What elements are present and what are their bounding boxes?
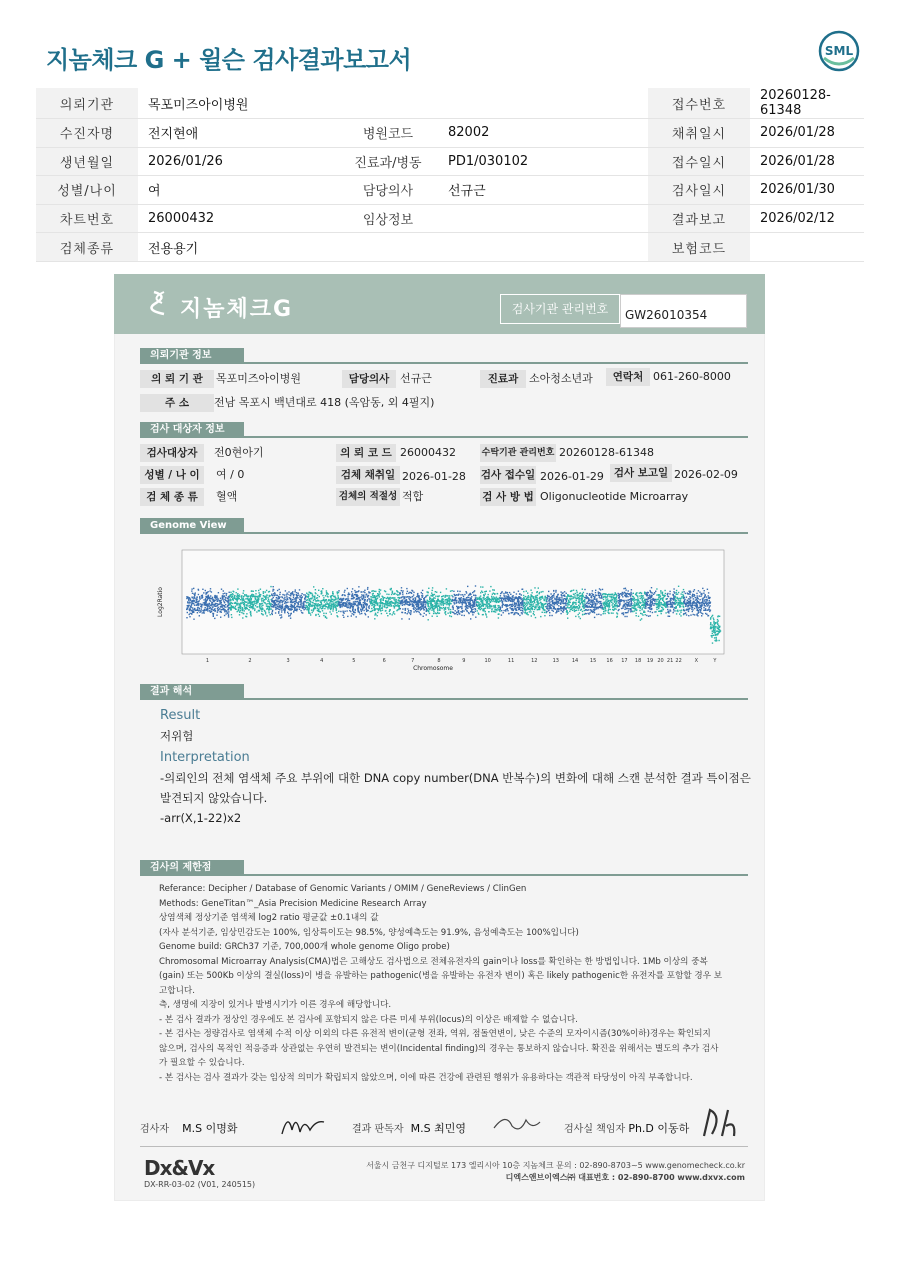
tester-label: 검사자 xyxy=(140,1124,169,1135)
info-label: 채취일시 xyxy=(648,119,750,148)
genome-view-chart xyxy=(152,546,728,674)
section-title: 검사의 제한점 xyxy=(140,860,244,876)
table-row xyxy=(36,147,864,176)
section-title: Genome View xyxy=(140,518,244,534)
info-value: 2026/01/26 xyxy=(138,147,338,176)
section-requester xyxy=(140,348,748,366)
table-row xyxy=(36,176,864,205)
interpretation-line: -arr(X,1-22)x2 xyxy=(160,811,242,825)
info-label: 결과보고 xyxy=(648,204,750,233)
info-value xyxy=(438,204,588,233)
info-value: 2026/01/28 xyxy=(750,147,864,176)
info-label: 접수일시 xyxy=(648,147,750,176)
dxvx-logo: Dx&Vx xyxy=(144,1156,215,1180)
x-tick-label: 1 xyxy=(205,658,210,664)
field-value: 목포미즈아이병원 xyxy=(216,372,302,385)
report-banner xyxy=(114,274,765,334)
x-tick-label: 19 xyxy=(646,658,654,664)
info-value: 목포미즈아이병원 xyxy=(138,88,588,119)
info-value: 2026/01/28 xyxy=(750,119,864,148)
info-label: 진료과/병동 xyxy=(338,147,438,176)
info-value: 82002 xyxy=(438,119,588,148)
x-tick-label: 5 xyxy=(352,658,356,664)
x-tick-label: 6 xyxy=(382,658,386,664)
limit-line: - 본 검사는 정량검사로 염색체 수적 이상 이외의 다른 유전적 변이(균형 전좌, 역위, 점돌연변이, 낮은 수준의 모자이시즘(30%이하)경우는 확인되지 xyxy=(159,1029,711,1039)
sml-logo xyxy=(818,30,860,72)
limit-line: 측, 생명에 지장이 있거나 발병시기가 이른 경우에 해당합니다. xyxy=(159,1000,392,1010)
field-label: 담당의사 xyxy=(342,370,396,388)
info-value: 선규근 xyxy=(438,176,588,205)
field-value: 전남 목포시 백년대로 418 (옥암동, 외 4필지) xyxy=(214,396,435,409)
field-label: 검체의 적절성 xyxy=(336,488,400,506)
field-value: 20260128-61348 xyxy=(559,446,654,459)
x-tick-label: 7 xyxy=(411,658,415,664)
table-row xyxy=(36,88,864,119)
page-title: 지놈체크 G + 윌슨 검사결과보고서 xyxy=(46,46,412,74)
info-label: 검체종류 xyxy=(36,233,138,262)
field-label: 연락처 xyxy=(606,368,650,386)
info-label: 생년월일 xyxy=(36,147,138,176)
info-value: 26000432 xyxy=(138,204,338,233)
section-title: 의뢰기관 정보 xyxy=(140,348,244,364)
field-value: 26000432 xyxy=(400,446,456,459)
x-tick-label: 18 xyxy=(634,658,642,664)
x-tick-label: 8 xyxy=(437,658,441,664)
x-tick-label: 20 xyxy=(657,658,664,664)
interpretation-line: 발견되지 않았습니다. xyxy=(160,791,268,805)
y-axis-label: Log2Ratio xyxy=(157,587,164,617)
x-tick-label: 3 xyxy=(286,658,290,664)
chief-label: 검사실 책임자 xyxy=(564,1124,626,1135)
x-tick-label: 22 xyxy=(675,658,682,664)
info-value: 2026/01/30 xyxy=(750,176,864,205)
field-label: 검사 접수일 xyxy=(480,466,536,484)
info-value: 전지현애 xyxy=(138,119,338,148)
limit-line: 가 필요할 수 있습니다. xyxy=(159,1058,245,1068)
tester-name: M.S 이명화 xyxy=(182,1122,238,1135)
field-label: 성별 / 나 이 xyxy=(140,466,204,484)
field-label: 주 소 xyxy=(140,394,214,412)
x-axis-label: Chromosome xyxy=(413,665,453,672)
x-tick-label: 14 xyxy=(571,658,579,664)
field-value: 혈액 xyxy=(216,490,238,503)
x-tick-label: 10 xyxy=(484,658,491,664)
info-label: 차트번호 xyxy=(36,204,138,233)
field-value: 전0현아기 xyxy=(214,446,264,459)
logo-text: SML xyxy=(824,44,854,58)
patient-info-table xyxy=(36,88,864,262)
x-tick-label: 2 xyxy=(248,658,252,664)
field-value: 소아청소년과 xyxy=(529,372,593,385)
dna-logo-icon xyxy=(146,288,176,318)
field-value: 061-260-8000 xyxy=(653,370,731,383)
x-tick-label: 21 xyxy=(666,658,674,664)
limit-line: 않으며, 검사의 목적인 적응증과 상관없는 우연히 발견되는 변이(Incidental finding)의 경우는 통보하지 않습니다. 확진을 위해서는 별도의 추가 검사 xyxy=(159,1043,719,1054)
limit-line: - 본 검사는 검사 결과가 갖는 임상적 의미가 확립되지 않았으며, 이에 따른 건강에 관련된 행위가 유용하다는 객관적 타당성이 아직 부족합니다. xyxy=(159,1072,693,1083)
table-row xyxy=(36,204,864,233)
info-label: 성별/나이 xyxy=(36,176,138,205)
section-limits xyxy=(140,860,748,878)
table-row xyxy=(36,233,864,262)
field-value: 적합 xyxy=(402,490,424,503)
info-label: 수진자명 xyxy=(36,119,138,148)
info-value: PD1/030102 xyxy=(438,147,588,176)
x-tick-label: 17 xyxy=(621,658,628,664)
limit-line: 고합니다. xyxy=(159,985,195,996)
result-value: 저위험 xyxy=(160,729,194,743)
footer-line: 서울시 금천구 디지털로 173 엘리시아 10층 지놈체크 문의 : 02-890-8703~5 www.genomecheck.co.kr xyxy=(366,1161,745,1170)
field-label: 검사대상자 xyxy=(140,444,204,462)
x-tick-label: 15 xyxy=(589,658,597,664)
info-label: 병원코드 xyxy=(338,119,438,148)
limit-line: Chromosomal Microarray Analysis(CMA)법은 고해상도 검사법으로 전체유전자의 gain이나 loss를 확인하는 한 방법입니다. 1Mb 이상의 중복 xyxy=(159,956,708,967)
limit-line: - 본 검사 결과가 정상인 경우에도 본 검사에 포함되지 않은 다른 미세 부위(locus)의 이상은 배제할 수 없습니다. xyxy=(159,1014,578,1025)
info-value: 전용용기 xyxy=(138,233,588,262)
x-tick-label: X xyxy=(694,658,699,664)
field-value: 선규근 xyxy=(400,372,432,385)
signature-row xyxy=(140,1114,750,1144)
section-title: 검사 대상자 정보 xyxy=(140,422,244,438)
chief-name: Ph.D 이동하 xyxy=(628,1122,690,1135)
limit-line: 상염색체 정상기준 염색체 log2 ratio 평균값 ±0.1내의 값 xyxy=(159,913,379,923)
report-brand-title: 지놈체크G xyxy=(180,297,294,322)
x-tick-label: 4 xyxy=(320,658,324,664)
info-label: 접수번호 xyxy=(648,88,750,119)
x-tick-label: 11 xyxy=(507,658,515,664)
x-tick-label: 12 xyxy=(531,658,538,664)
field-label: 의 뢰 코 드 xyxy=(336,444,396,462)
result-label: Result xyxy=(160,708,201,723)
x-tick-label: Y xyxy=(713,658,717,664)
info-label: 의뢰기관 xyxy=(36,88,138,119)
footer-line: 디엑스앤브이엑스㈜ 대표번호 : 02-890-8700 www.dxvx.com xyxy=(505,1173,745,1182)
footer-address xyxy=(366,1160,745,1184)
judge-signature-icon xyxy=(492,1110,542,1138)
chief-signature-icon xyxy=(700,1106,744,1140)
field-value: 2026-01-28 xyxy=(402,470,466,483)
field-label: 검체 채취일 xyxy=(336,466,400,484)
limitations-text xyxy=(159,882,734,1085)
interpretation-line: -의뢰인의 전체 염색체 주요 부위에 대한 DNA copy number(DNA 반복수)의 변화에 대해 스캔 분석한 결과 특이점은 xyxy=(160,771,751,785)
limit-line: Referance: Decipher / Database of Genomic Variants / OMIM / GeneReviews / ClinGen xyxy=(159,884,527,894)
info-value: 2026/02/12 xyxy=(750,204,864,233)
field-value: 2026-02-09 xyxy=(674,468,738,481)
judge-label: 결과 판독자 xyxy=(352,1124,404,1135)
info-value xyxy=(750,233,864,262)
field-label: 수탁기관 관리번호 xyxy=(480,444,556,462)
info-label: 임상정보 xyxy=(338,204,438,233)
info-value: 20260128-61348 xyxy=(750,88,864,119)
limit-line: Genome build: GRCh37 기준, 700,000개 whole genome Oligo probe) xyxy=(159,942,450,952)
x-tick-label: 13 xyxy=(552,658,559,664)
field-label: 진료과 xyxy=(480,370,526,388)
table-row xyxy=(36,119,864,148)
section-subject xyxy=(140,422,748,440)
mgmt-number-value: GW26010354 xyxy=(620,294,747,328)
field-value: 2026-01-29 xyxy=(540,470,604,483)
tester-signature-icon xyxy=(280,1108,326,1140)
section-genome-view xyxy=(140,518,748,536)
x-tick-label: 9 xyxy=(462,658,466,664)
section-result xyxy=(140,684,748,702)
limit-line: (자사 분석기준, 임상민감도는 100%, 임상특이도는 98.5%, 양성예측도는 91.9%, 음성예측도는 100%입니다) xyxy=(159,927,579,938)
x-tick-label: 16 xyxy=(606,658,613,664)
section-title: 결과 해석 xyxy=(140,684,244,700)
field-label: 의 뢰 기 관 xyxy=(140,370,214,388)
scanned-report xyxy=(114,274,765,1201)
interpretation-label: Interpretation xyxy=(160,750,250,765)
info-label: 검사일시 xyxy=(648,176,750,205)
field-label: 검사 보고일 xyxy=(610,464,672,482)
info-value: 여 xyxy=(138,176,338,205)
document-code: DX-RR-03-02 (V01, 240515) xyxy=(144,1180,256,1189)
field-value: 여 / 0 xyxy=(216,468,245,481)
limit-line: (gain) 또는 500Kb 이상의 결실(loss)이 병을 유발하는 pathogenic(병을 유발하는 유전자 변이) 혹은 likely pathogenic한 유전자를 포함할 경우 보 xyxy=(159,971,723,981)
field-label: 검 체 종 류 xyxy=(140,488,204,506)
info-label: 보험코드 xyxy=(648,233,750,262)
field-value: Oligonucleotide Microarray xyxy=(540,490,689,503)
info-label: 담당의사 xyxy=(338,176,438,205)
limit-line: Methods: GeneTitan™_Asia Precision Medicine Research Array xyxy=(159,898,427,909)
field-label: 검 사 방 법 xyxy=(480,488,536,506)
judge-name: M.S 최민영 xyxy=(410,1122,467,1135)
mgmt-number-label: 검사기관 관리번호 xyxy=(500,294,620,324)
